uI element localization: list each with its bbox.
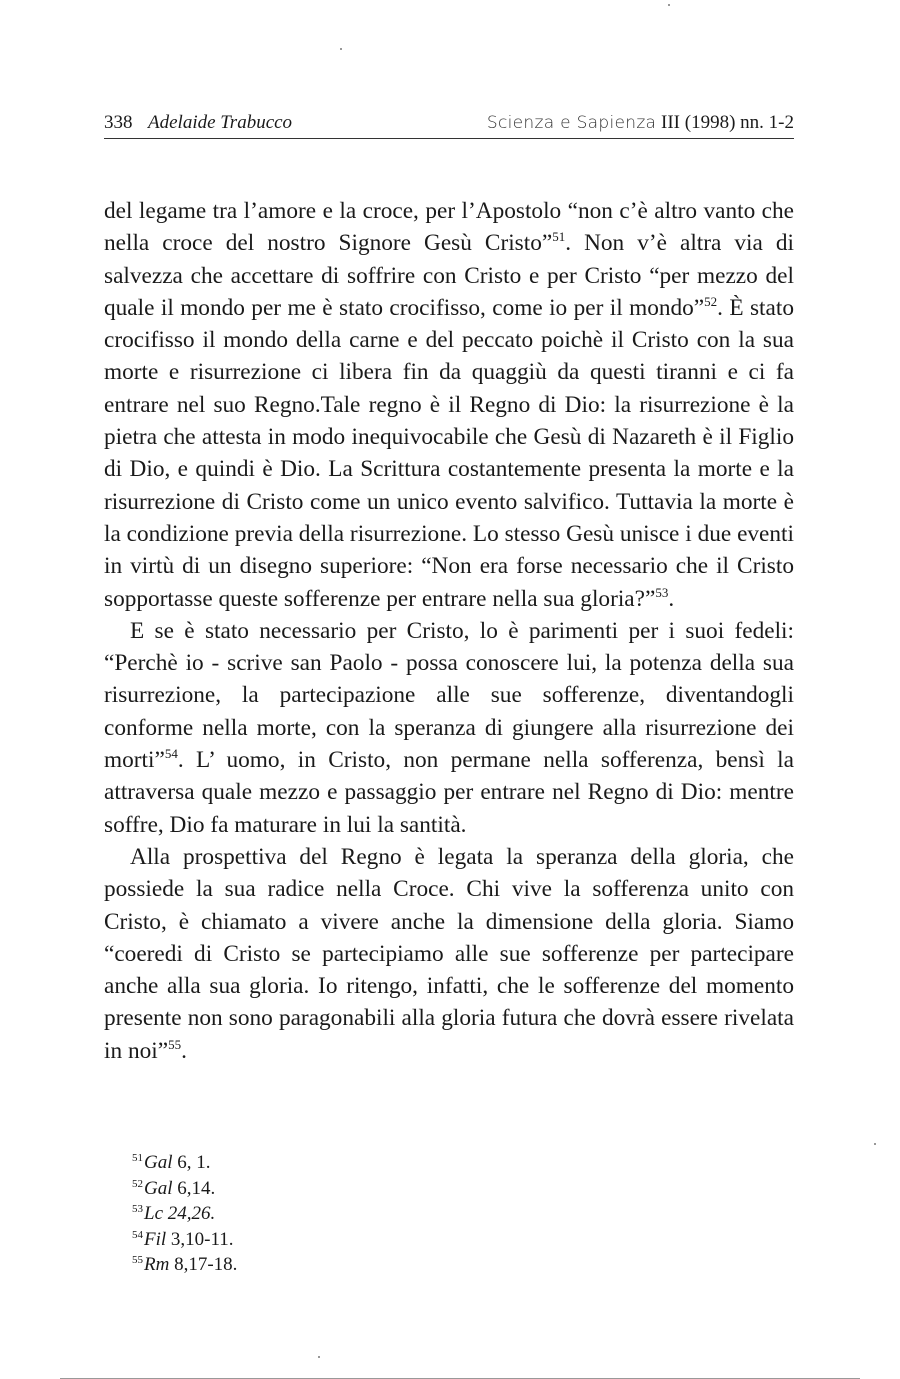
journal-issue: III (1998) nn. 1-2 [661, 112, 794, 133]
footnote-number: 54 [132, 1228, 143, 1241]
footnote-number: 55 [132, 1254, 143, 1266]
paragraph-text: . L’ uomo, in Cristo, non permane nella sofferenza, bensì la attraversa quale mezzo e passaggio per entrare nel Regno di Dio: mentre soffre, Dio fa maturare in lui la santità. [104, 747, 794, 838]
footnote-ref: 6, 1. [172, 1152, 211, 1173]
paragraph-3 [104, 841, 794, 1067]
running-header [104, 108, 794, 139]
paragraph-text: E se è stato necessario per Cristo, lo è parimenti per i suoi fedeli: “Perchè io - scrive san Paolo - possa conoscere lui, la potenza della sua risurrezione, la partecipazione alle sue sofferenze, diventandogli conforme nella morte, con la speranza di giungere alla risurrezione dei morti” [104, 617, 794, 774]
footnote-book: Lc 24,26. [144, 1203, 216, 1224]
footnote-55 [132, 1252, 532, 1278]
scan-speck [874, 1143, 876, 1145]
footnote-ref-53[interactable]: 53 [655, 584, 669, 600]
footnote-ref-55[interactable]: 55 [168, 1036, 182, 1052]
paragraph-text: . Non v’è altra via di salvezza che accettare di soffrire con Cristo e per Cristo “per mezzo del quale il mondo per me è stato crocifisso, come io per il mondo” [104, 230, 795, 321]
scan-speck [340, 48, 342, 50]
footnote-number: 53 [132, 1203, 143, 1215]
footnote-book: Rm [144, 1254, 170, 1275]
paragraph-text: . È stato crocifisso il mondo della carne e del peccato poichè il Cristo con la sua morte e risurrezione ci libera fin da quaggiù da questi tiranni e ci fa entrare nel suo Regno.Tale regno è il Regno di Dio: la risurrezione è la pietra che attesta in modo inequivocabile che Gesù di Nazareth è il Figlio di Dio, e quindi è Dio. La Scrittura costantemente presenta la morte e la risurrezione di Cristo come un unico evento salvifico. Tuttavia la morte è la condizione previa della risurrezione. Lo stesso Gesù unisce i due eventi in virtù di un disegno superiore: “Non era forse necessario che il Cristo sopportasse queste sofferenze per entrare nella sua gloria?” [104, 294, 794, 612]
paragraph-text: . [668, 585, 675, 612]
footnote-number: 51 [132, 1152, 143, 1164]
footnote-ref: 8,17-18. [169, 1254, 238, 1275]
footnote-ref-51[interactable]: 51 [552, 229, 566, 245]
paragraph-text: . [181, 1037, 187, 1064]
scan-speck [668, 4, 670, 6]
footnote-ref: 6,14. [172, 1177, 216, 1199]
footnote-53 [132, 1201, 532, 1227]
journal-name: Scienza e Sapienza [486, 113, 657, 133]
scan-speck [318, 1356, 320, 1358]
page-number: 338 [104, 112, 133, 133]
footnote-51 [132, 1150, 532, 1176]
footnote-book: Gal [144, 1152, 173, 1173]
paragraph-1 [104, 195, 794, 615]
footnote-ref-52[interactable]: 52 [704, 293, 718, 309]
footnote-54 [132, 1227, 532, 1253]
footnotes [132, 1150, 532, 1278]
footnote-book: Fil [144, 1228, 167, 1250]
paragraph-2 [104, 615, 794, 841]
footnote-number: 52 [132, 1177, 143, 1190]
paragraph-text: del legame tra l’amore e la croce, per l’Apostolo “non c’è altro vanto che nella croce del nostro Signore Gesù Cristo” [104, 198, 794, 257]
running-author: Adelaide Trabucco [148, 112, 293, 133]
running-journal [487, 112, 794, 134]
footnote-book: Gal [144, 1177, 173, 1199]
footnote-52 [132, 1176, 532, 1202]
footnote-ref: 3,10-11. [166, 1228, 234, 1250]
paragraph-text: Alla prospettiva del Regno è legata la speranza della gloria, che possiede la sua radice nella Croce. Chi vive la sofferenza unito con Cristo, è chiamato a vivere anche la dimensione della gloria. Siamo “coeredi di Cristo se partecipiamo alle sue sofferenze per partecipare anche alla sua gloria. Io ritengo, infatti, che le sofferenze del momento presente non sono paragonabili alla gloria futura che dovrà essere rivelata in noi” [104, 843, 794, 1064]
body-text [104, 195, 794, 1067]
footnote-ref-54[interactable]: 54 [164, 746, 178, 762]
